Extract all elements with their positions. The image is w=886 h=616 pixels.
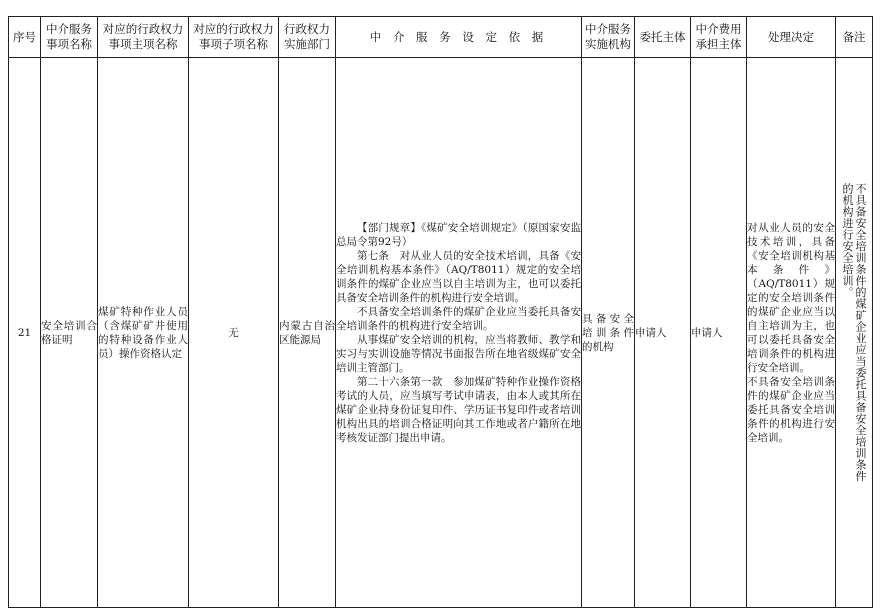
cell-fee-bearer: 申请人 (691, 58, 747, 608)
remark-text: 不具备安全培训条件的煤矿企业应当委托具备安全培训条件的机构进行安全培训。 (841, 182, 867, 482)
cell-agency: 具备安全培训条件的机构 (582, 58, 635, 608)
header-main-item: 对应的行政权力事项主项名称 (98, 17, 189, 58)
header-department: 行政权力实施部门 (279, 17, 336, 58)
cell-seq: 21 (9, 58, 41, 608)
cell-basis (336, 58, 582, 608)
table-header-row (9, 17, 873, 58)
cell-service-name: 安全培训合格证明 (41, 58, 98, 608)
cell-department: 内蒙古自治区能源局 (279, 58, 336, 608)
header-remark: 备注 (836, 17, 873, 58)
basis-paragraph: 第七条 对从业人员的安全技术培训，具备《安全培训机构基本条件》（AQ/T8011）规定的安全培训条件的煤矿企业应当以自主培训为主，也可以委托具备安全培训条件的机构进行安全培训。 (336, 249, 581, 304)
basis-paragraph: 【部门规章】《煤矿安全培训规定》（原国家安监总局令第92号） (336, 221, 581, 248)
cell-entrusting: 申请人 (635, 58, 691, 608)
header-service-name: 中介服务事项名称 (41, 17, 98, 58)
header-seq: 序号 (9, 17, 41, 58)
cell-main-item: 煤矿特种作业人员（含煤矿矿井使用的特种设备作业人员）操作资格认定 (98, 58, 189, 608)
decision-paragraph: 对从业人员的安全技术培训，具备《安全培训机构基本条件》（AQ/T8011）规定的安全培训条件的煤矿企业应当以自主培训为主，也可以委托具备安全培训条件的机构进行安全培训。 (747, 221, 835, 374)
basis-paragraph: 不具备安全培训条件的煤矿企业应当委托具备安全培训条件的机构进行安全培训。 (336, 305, 581, 332)
header-decision: 处理决定 (747, 17, 836, 58)
basis-paragraph: 从事煤矿安全培训的机构，应当将教师、教学和实习与实训设施等情况书面报告所在地省级煤矿安全培训主管部门。 (336, 333, 581, 374)
service-table (8, 16, 873, 608)
header-agency: 中介服务实施机构 (582, 17, 635, 58)
decision-paragraph: 不具备安全培训条件的煤矿企业应当委托具备安全培训条件的机构进行安全培训。 (747, 375, 835, 444)
header-fee-bearer: 中介费用承担主体 (691, 17, 747, 58)
basis-paragraph: 第二十六条第一款 参加煤矿特种作业操作资格考试的人员，应当填写考试申请表，由本人或其所在煤矿企业持身份证复印件、学历证书复印件或者培训机构出具的培训合格证明向其工作地或者户籍所在地考核发证部门提出申请。 (336, 375, 581, 444)
table-row (9, 58, 873, 608)
remark-wrapper (836, 58, 872, 607)
header-entrusting: 委托主体 (635, 17, 691, 58)
cell-remark (836, 58, 873, 608)
header-sub-item: 对应的行政权力事项子项名称 (189, 17, 279, 58)
cell-sub-item: 无 (189, 58, 279, 608)
cell-decision (747, 58, 836, 608)
header-basis: 中 介 服 务 设 定 依 据 (336, 17, 582, 58)
